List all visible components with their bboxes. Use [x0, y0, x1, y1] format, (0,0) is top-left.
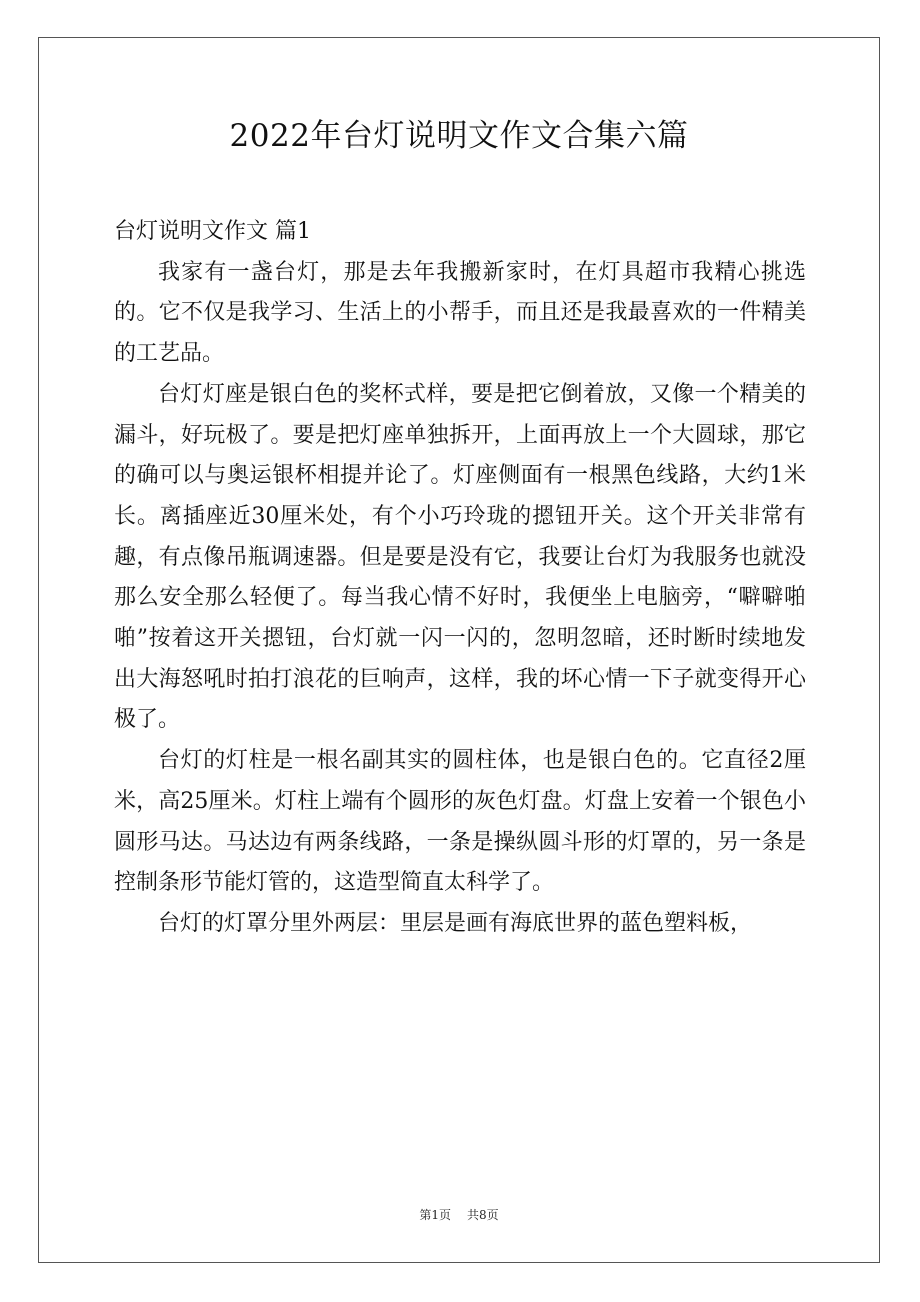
paragraph-3: 台灯的灯柱是一根名副其实的圆柱体，也是银白色的。它直径2厘米，高25厘米。灯柱上端有个圆形的灰色灯盘。灯盘上安着一个银色小圆形马达。马达边有两条线路，一条是操纵圆斗形的灯罩的，另一条是控制条形节能灯管的，这造型简直太科学了。 — [114, 748, 806, 896]
document-body — [114, 212, 806, 945]
page-footer — [38, 1206, 880, 1224]
document-title: 2022年台灯说明文作文合集六篇 — [229, 118, 689, 154]
paragraph-2: 台灯灯座是银白色的奖杯式样，要是把它倒着放，又像一个精美的漏斗，好玩极了。要是把灯座单独拆开，上面再放上一个大圆球，那它的确可以与奥运银杯相提并论了。灯座侧面有一根黑色线路，大约1米长。离插座近30厘米处，有个小巧玲珑的摁钮开关。这个开关非常有趣，有点像吊瓶调速器。但是要是没有它，我要让台灯为我服务也就没那么安全那么轻便了。每当我心情不好时，我便坐上电脑旁，“噼噼啪啪”按着这开关摁钮，台灯就一闪一闪的，忽明忽暗，还时断时续地发出大海怒吼时拍打浪花的巨响声，这样，我的坏心情一下子就变得开心极了。 — [114, 381, 806, 733]
page-number-current: 第1页 — [419, 1208, 451, 1222]
paragraph-1: 我家有一盏台灯，那是去年我搬新家时，在灯具超市我精心挑选的。它不仅是我学习、生活上的小帮手，而且还是我最喜欢的一件精美的工艺品。 — [114, 259, 806, 367]
section-heading: 台灯说明文作文 篇1 — [114, 219, 311, 244]
page-number-total: 共8页 — [467, 1208, 499, 1222]
paragraph-4: 台灯的灯罩分里外两层：里层是画有海底世界的蓝色塑料板， — [158, 910, 753, 936]
